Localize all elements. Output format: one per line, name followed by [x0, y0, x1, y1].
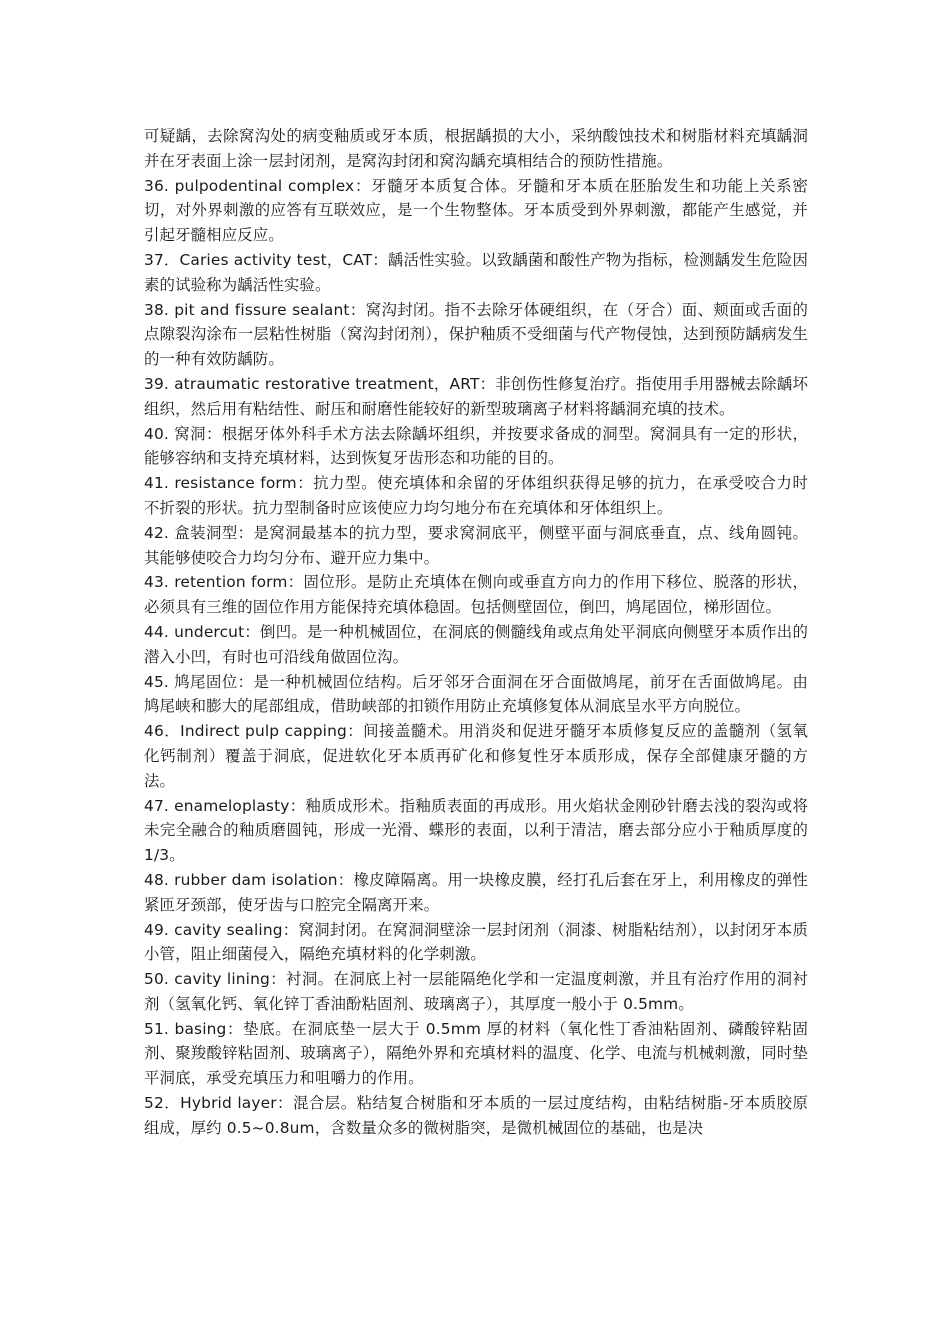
paragraph: 51. basing：垫底。在洞底垫一层大于 0.5mm 厚的材料（氧化性丁香油粘固剂、磷酸锌粘固剂、聚羧酸锌粘固剂、玻璃离子），隔绝外界和充填材料的温度、化学、电流与机械刺激，同时垫平洞底，承受充填压力和咀嚼力的作用。	[144, 1019, 808, 1088]
paragraph: 50. cavity lining：衬洞。在洞底上衬一层能隔绝化学和一定温度刺激，并且有治疗作用的洞衬剂（氢氧化钙、氧化锌丁香油酚粘固剂、玻璃离子），其厚度一般小于 0.5mm。	[144, 970, 808, 1013]
paragraph: 48. rubber dam isolation：橡皮障隔离。用一块橡皮膜，经打孔后套在牙上，利用橡皮的弹性紧匝牙颈部，使牙齿与口腔完全隔离开来。	[144, 870, 808, 914]
paragraph: 40. 窝洞：根据牙体外科手术方法去除龋坏组织，并按要求备成的洞型。窝洞具有一定的形状，能够容纳和支持充填材料，达到恢复牙齿形态和功能的目的。	[144, 424, 808, 468]
paragraph: 41. resistance form：抗力型。使充填体和余留的牙体组织获得足够的抗力，在承受咬合力时不折裂的形状。抗力型制备时应该使应力均匀地分布在充填体和牙体组织上。	[144, 474, 808, 517]
paragraph: 36. pulpodentinal complex：牙髓牙本质复合体。牙髓和牙本质在胚胎发生和功能上关系密切，对外界刺激的应答有互联效应，是一个生物整体。牙本质受到外界刺激，都能产生感觉，并引起牙髓相应反应。	[144, 176, 808, 245]
paragraph: 45. 鸠尾固位：是一种机械固位结构。后牙邻牙合面洞在牙合面做鸠尾，前牙在舌面做鸠尾。由鸠尾峡和膨大的尾部组成，借助峡部的扣锁作用防止充填修复体从洞底呈水平方向脱位。	[144, 672, 808, 716]
paragraph: 44. undercut：倒凹。是一种机械固位，在洞底的侧髓线角或点角处平洞底向侧壁牙本质作出的潜入小凹，有时也可沿线角做固位沟。	[144, 622, 808, 666]
paragraph: 52．Hybrid layer：混合层。粘结复合树脂和牙本质的一层过度结构，由粘结树脂-牙本质胶原组成，厚约 0.5~0.8um，含数量众多的微树脂突，是微机械固位的基础，也是决	[144, 1094, 808, 1137]
paragraph: 39. atraumatic restorative treatment，ART：非创伤性修复治疗。指使用手用器械去除龋坏组织，然后用有粘结性、耐压和耐磨性能较好的新型玻璃离子材料将龋洞充填的技术。	[144, 374, 808, 418]
paragraph: 47. enameloplasty：釉质成形术。指釉质表面的再成形。用火焰状金刚砂针磨去浅的裂沟或将未完全融合的釉质磨圆钝，形成一光滑、蝶形的表面，以利于清洁，磨去部分应小于釉质厚度的 1/3。	[144, 796, 808, 865]
paragraph: 可疑龋，去除窝沟处的病变釉质或牙本质，根据龋损的大小，采纳酸蚀技术和树脂材料充填龋洞并在牙表面上涂一层封闭剂，是窝沟封闭和窝沟龋充填相结合的预防性措施。	[144, 127, 808, 170]
paragraph: 42. 盒装洞型：是窝洞最基本的抗力型，要求窝洞底平，侧壁平面与洞底垂直，点、线角圆钝。其能够使咬合力均匀分布、避开应力集中。	[144, 523, 808, 567]
paragraph: 38. pit and fissure sealant：窝沟封闭。指不去除牙体硬组织，在（牙合）面、颊面或舌面的点隙裂沟涂布一层粘性树脂（窝沟封闭剂），保护釉质不受细菌与代产物侵蚀，达到预防龋病发生的一种有效防龋防。	[144, 300, 808, 369]
document-body	[144, 124, 808, 1141]
paragraph: 49. cavity sealing：窝洞封闭。在窝洞洞壁涂一层封闭剂（洞漆、树脂粘结剂），以封闭牙本质小管，阻止细菌侵入，隔绝充填材料的化学刺激。	[144, 920, 808, 964]
paragraph: 37．Caries activity test，CAT：龋活性实验。以致龋菌和酸性产物为指标，检测龋发生危险因素的试验称为龋活性实验。	[144, 250, 808, 294]
paragraph: 43. retention form：固位形。是防止充填体在侧向或垂直方向力的作用下移位、脱落的形状，必须具有三维的固位作用方能保持充填体稳固。包括侧壁固位，倒凹，鸠尾固位，梯形固位。	[144, 573, 808, 617]
paragraph: 46．Indirect pulp capping：间接盖髓术。用消炎和促进牙髓牙本质修复反应的盖髓剂（氢氧化钙制剂）覆盖于洞底，促进软化牙本质再矿化和修复性牙本质形成，保存全部健康牙髓的方法。	[144, 722, 808, 790]
